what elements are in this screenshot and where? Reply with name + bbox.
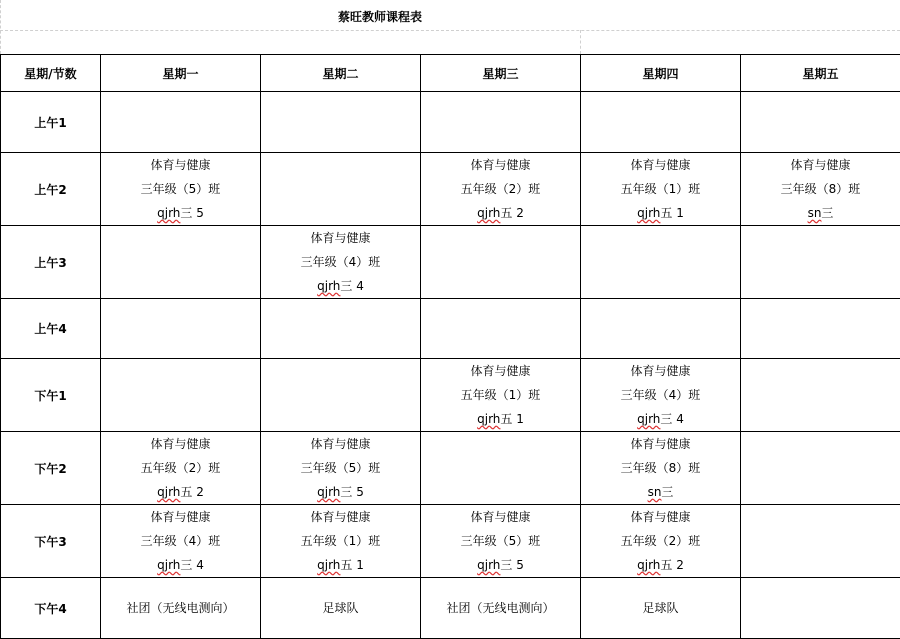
- course-code: sn: [648, 485, 662, 499]
- schedule-cell-mon[interactable]: [101, 299, 261, 359]
- course-class: 五年级（2）班: [581, 529, 740, 553]
- course-room-line: [261, 553, 420, 577]
- schedule-cell-mon[interactable]: [101, 505, 261, 578]
- schedule-cell-wed[interactable]: [421, 226, 581, 299]
- course-room-line: [581, 480, 740, 504]
- course-room-line: [101, 480, 260, 504]
- schedule-row: [1, 92, 900, 153]
- course-room-line: [261, 480, 420, 504]
- schedule-cell-thu[interactable]: [581, 505, 741, 578]
- course-code: qjrh: [477, 206, 500, 220]
- course-subject: 体育与健康: [581, 153, 740, 177]
- course-class: 五年级（1）班: [261, 529, 420, 553]
- schedule-cell-thu[interactable]: [581, 153, 741, 226]
- schedule-cell-fri[interactable]: [741, 578, 900, 639]
- course-room: 三 4: [340, 279, 363, 293]
- course-subject: 体育与健康: [741, 153, 900, 177]
- schedule-cell-wed[interactable]: [421, 578, 581, 639]
- spacer-gridline: [580, 30, 581, 54]
- course-room: 五 2: [180, 485, 203, 499]
- course-subject: 体育与健康: [421, 153, 580, 177]
- schedule-cell-wed[interactable]: [421, 505, 581, 578]
- schedule-cell-thu[interactable]: [581, 299, 741, 359]
- course-room-line: [581, 201, 740, 225]
- period-label[interactable]: 上午1: [1, 92, 101, 153]
- course-class: 五年级（1）班: [421, 383, 580, 407]
- schedule-row: [1, 226, 900, 299]
- course-room-line: [421, 553, 580, 577]
- schedule-cell-fri[interactable]: [741, 505, 900, 578]
- schedule-row: [1, 578, 900, 639]
- period-label[interactable]: 下午1: [1, 359, 101, 432]
- schedule-cell-fri[interactable]: [741, 226, 900, 299]
- course-room: 三 5: [340, 485, 363, 499]
- course-room: 五 1: [660, 206, 683, 220]
- course-code: qjrh: [157, 485, 180, 499]
- period-label[interactable]: 上午2: [1, 153, 101, 226]
- course-room-line: [261, 274, 420, 298]
- course-subject: 体育与健康: [581, 505, 740, 529]
- course-subject: 体育与健康: [421, 359, 580, 383]
- course-class: 三年级（5）班: [101, 177, 260, 201]
- course-subject: 体育与健康: [101, 432, 260, 456]
- course-subject: 体育与健康: [261, 226, 420, 250]
- course-room: 五 2: [500, 206, 523, 220]
- course-subject: 体育与健康: [261, 432, 420, 456]
- period-label[interactable]: 下午4: [1, 578, 101, 639]
- activity-label: 足球队: [581, 596, 740, 620]
- schedule-row: [1, 359, 900, 432]
- course-room-line: [101, 201, 260, 225]
- schedule-row: [1, 153, 900, 226]
- course-code: qjrh: [317, 485, 340, 499]
- course-code: qjrh: [157, 206, 180, 220]
- schedule-cell-wed[interactable]: [421, 432, 581, 505]
- schedule-cell-thu[interactable]: [581, 432, 741, 505]
- period-label[interactable]: 下午2: [1, 432, 101, 505]
- course-subject: 体育与健康: [581, 359, 740, 383]
- course-room: 三: [821, 206, 833, 220]
- schedule-cell-mon[interactable]: [101, 578, 261, 639]
- course-class: 三年级（4）班: [581, 383, 740, 407]
- header-row: [1, 55, 900, 92]
- schedule-cell-mon[interactable]: [101, 92, 261, 153]
- schedule-cell-fri[interactable]: [741, 92, 900, 153]
- course-room-line: [741, 201, 900, 225]
- course-class: 五年级（1）班: [581, 177, 740, 201]
- course-class: 三年级（5）班: [421, 529, 580, 553]
- day-header-wed[interactable]: 星期三: [421, 55, 581, 92]
- schedule-cell-wed[interactable]: [421, 359, 581, 432]
- activity-label: 社团（无线电测向）: [101, 596, 260, 620]
- course-code: qjrh: [637, 558, 660, 572]
- course-class: 三年级（8）班: [741, 177, 900, 201]
- course-class: 五年级（2）班: [101, 456, 260, 480]
- course-room-line: [581, 553, 740, 577]
- course-subject: 体育与健康: [581, 432, 740, 456]
- schedule-cell-thu[interactable]: [581, 92, 741, 153]
- schedule-row: [1, 299, 900, 359]
- schedule-cell-tue[interactable]: [261, 299, 421, 359]
- schedule-cell-thu[interactable]: [581, 359, 741, 432]
- page-title: 蔡旺教师课程表: [0, 8, 760, 25]
- course-code: qjrh: [637, 206, 660, 220]
- schedule-cell-mon[interactable]: [101, 153, 261, 226]
- schedule-cell-wed[interactable]: [421, 299, 581, 359]
- course-room: 三 5: [180, 206, 203, 220]
- course-class: 三年级（5）班: [261, 456, 420, 480]
- schedule-cell-tue[interactable]: [261, 505, 421, 578]
- course-subject: 体育与健康: [101, 505, 260, 529]
- course-code: qjrh: [317, 279, 340, 293]
- day-header-thu[interactable]: 星期四: [581, 55, 741, 92]
- course-room: 五 1: [500, 412, 523, 426]
- schedule-cell-wed[interactable]: [421, 153, 581, 226]
- schedule-cell-wed[interactable]: [421, 92, 581, 153]
- schedule-cell-mon[interactable]: [101, 226, 261, 299]
- course-code: qjrh: [317, 558, 340, 572]
- course-subject: 体育与健康: [101, 153, 260, 177]
- course-code: qjrh: [477, 558, 500, 572]
- schedule-cell-mon[interactable]: [101, 432, 261, 505]
- schedule-cell-thu[interactable]: [581, 226, 741, 299]
- schedule-cell-fri[interactable]: [741, 359, 900, 432]
- course-room-line: [581, 407, 740, 431]
- schedule-row: [1, 505, 900, 578]
- schedule-cell-tue[interactable]: [261, 359, 421, 432]
- schedule-cell-tue[interactable]: [261, 92, 421, 153]
- title-row: [0, 0, 900, 31]
- course-room-line: [101, 553, 260, 577]
- schedule-cell-tue[interactable]: [261, 432, 421, 505]
- course-room: 三 5: [500, 558, 523, 572]
- activity-label: 足球队: [261, 596, 420, 620]
- course-room: 五 2: [660, 558, 683, 572]
- day-header-mon[interactable]: 星期一: [101, 55, 261, 92]
- course-room-line: [421, 407, 580, 431]
- schedule-table: [0, 54, 900, 639]
- schedule-cell-tue[interactable]: [261, 153, 421, 226]
- schedule-cell-tue[interactable]: [261, 578, 421, 639]
- activity-label: 社团（无线电测向）: [421, 596, 580, 620]
- course-room: 三: [661, 485, 673, 499]
- period-label[interactable]: 上午3: [1, 226, 101, 299]
- course-class: 五年级（2）班: [421, 177, 580, 201]
- schedule-row: [1, 432, 900, 505]
- schedule-cell-tue[interactable]: [261, 226, 421, 299]
- schedule-cell-fri[interactable]: [741, 299, 900, 359]
- course-room: 三 4: [660, 412, 683, 426]
- course-class: 三年级（4）班: [101, 529, 260, 553]
- course-room-line: [421, 201, 580, 225]
- day-header-fri[interactable]: 星期五: [741, 55, 900, 92]
- course-subject: 体育与健康: [261, 505, 420, 529]
- course-class: 三年级（8）班: [581, 456, 740, 480]
- period-label[interactable]: 上午4: [1, 299, 101, 359]
- schedule-cell-thu[interactable]: [581, 578, 741, 639]
- course-subject: 体育与健康: [421, 505, 580, 529]
- schedule-cell-fri[interactable]: [741, 432, 900, 505]
- day-header-tue[interactable]: 星期二: [261, 55, 421, 92]
- course-room: 五 1: [340, 558, 363, 572]
- course-class: 三年级（4）班: [261, 250, 420, 274]
- period-label[interactable]: 下午3: [1, 505, 101, 578]
- spacer-row: [0, 30, 900, 55]
- course-code: qjrh: [157, 558, 180, 572]
- schedule-cell-mon[interactable]: [101, 359, 261, 432]
- course-code: qjrh: [637, 412, 660, 426]
- course-code: qjrh: [477, 412, 500, 426]
- course-code: sn: [808, 206, 822, 220]
- corner-header[interactable]: 星期/节数: [1, 55, 101, 92]
- course-room: 三 4: [180, 558, 203, 572]
- schedule-cell-fri[interactable]: [741, 153, 900, 226]
